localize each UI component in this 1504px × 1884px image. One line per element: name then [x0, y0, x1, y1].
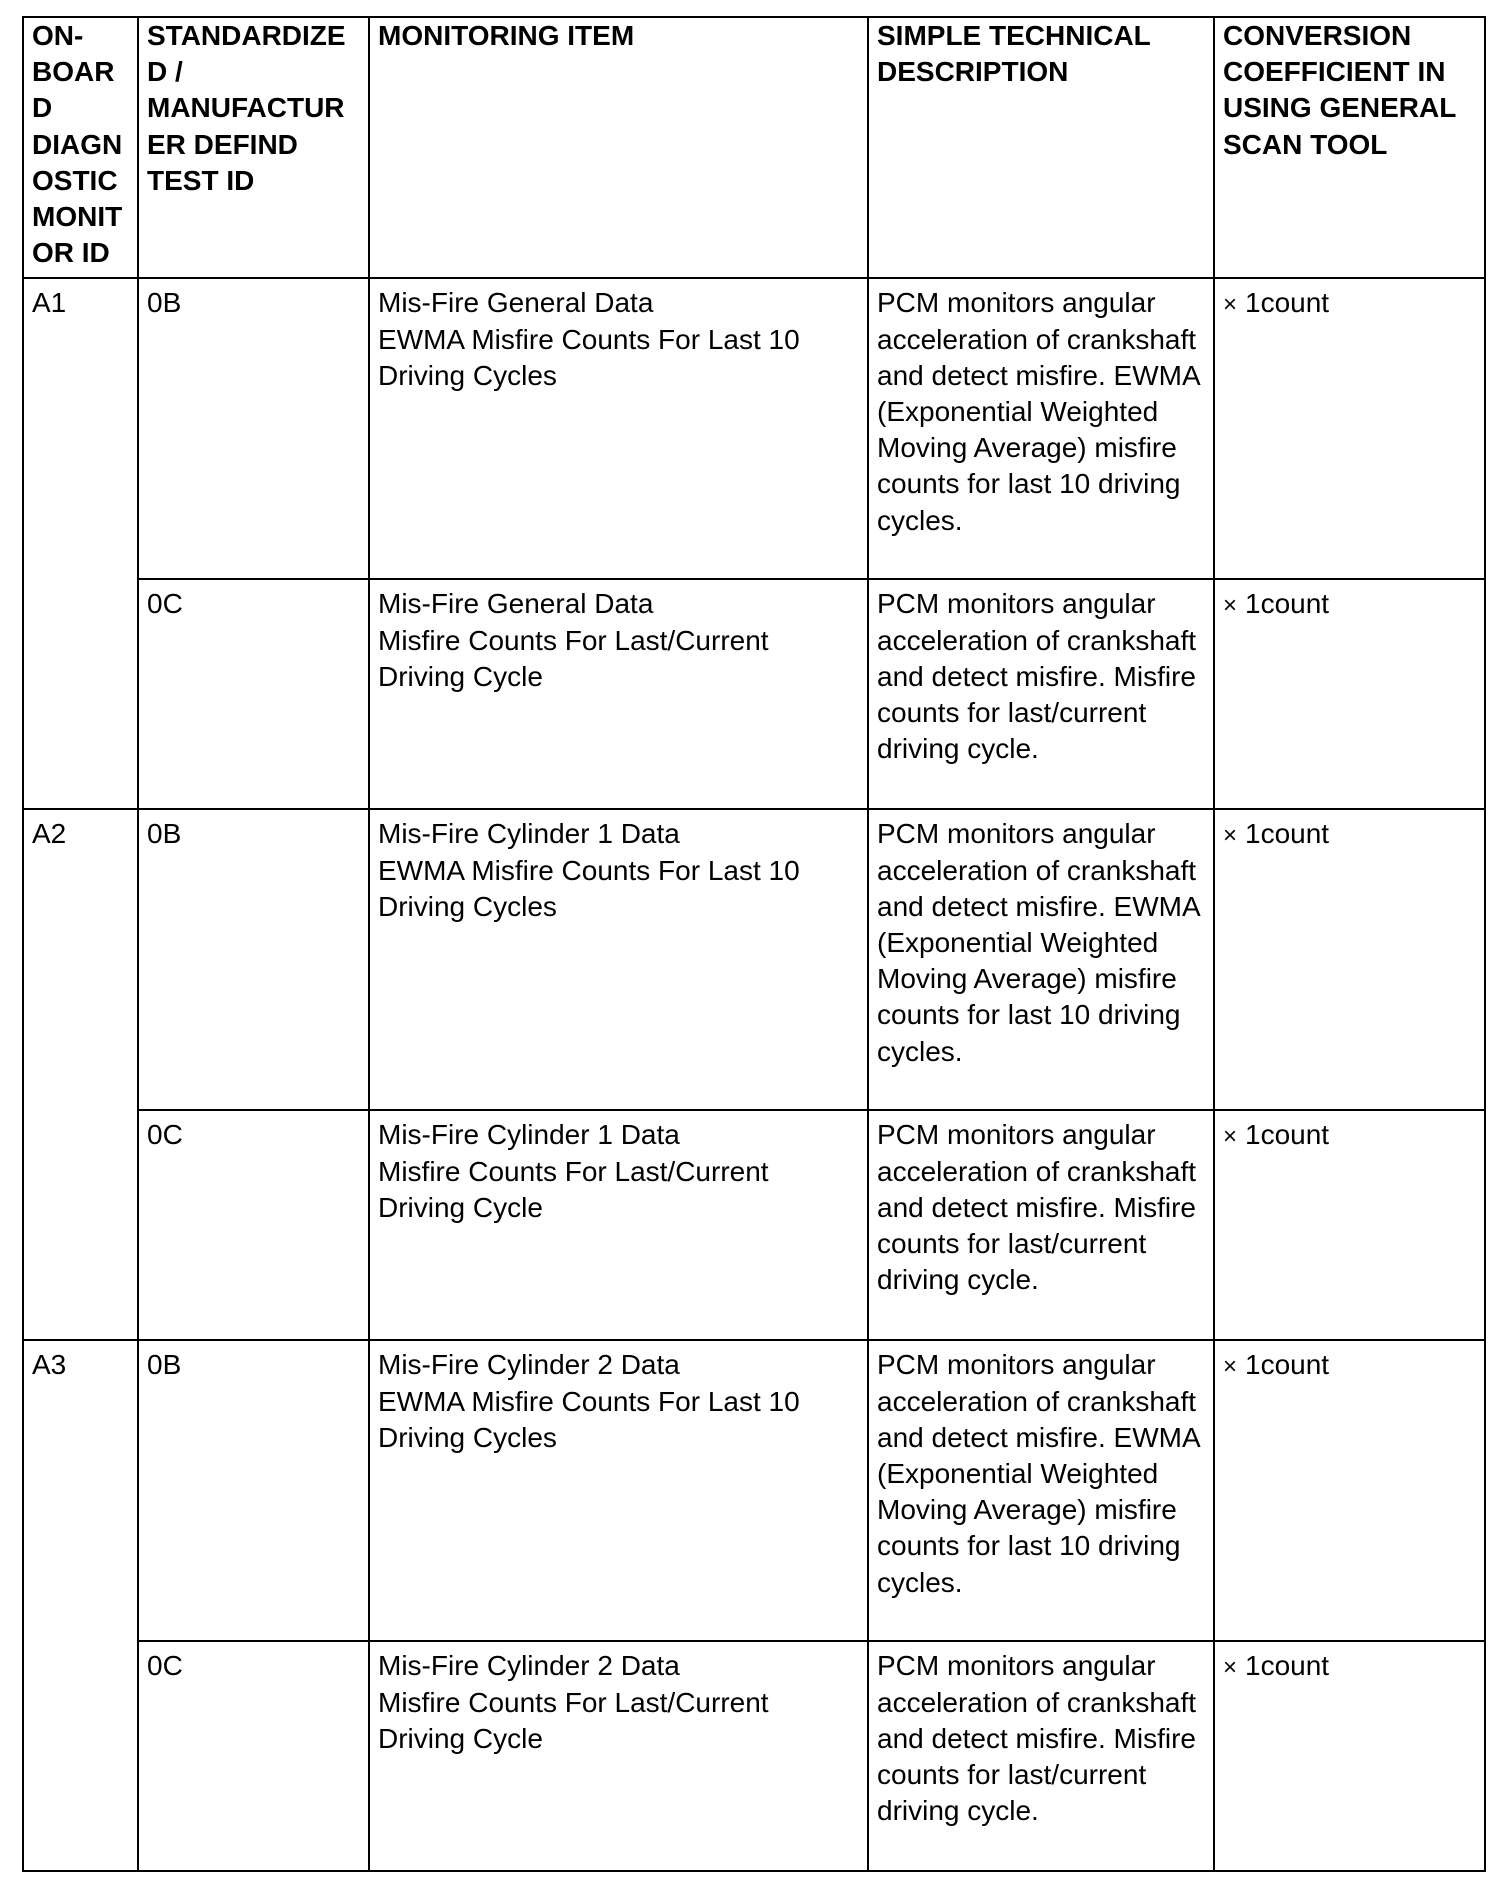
monitoring-item-cell — [369, 1340, 868, 1641]
coefficient-cell — [1214, 809, 1485, 1110]
item-detail: EWMA Misfire Counts For Last 10 Driving Cycles — [378, 1385, 800, 1453]
table-row — [23, 1110, 1485, 1340]
item-title: Mis-Fire Cylinder 2 Data — [378, 1650, 680, 1682]
monitor-id-cell: A1 — [23, 278, 138, 809]
table-row — [23, 1641, 1485, 1871]
coefficient-cell — [1214, 1340, 1485, 1641]
item-title: Mis-Fire Cylinder 1 Data — [378, 818, 680, 850]
multiply-sign: × — [1223, 1123, 1238, 1151]
table-row — [23, 1340, 1485, 1641]
item-title: Mis-Fire Cylinder 2 Data — [378, 1349, 680, 1381]
coefficient-value: 1count — [1245, 588, 1330, 620]
table-row — [23, 579, 1485, 809]
test-id-cell: 0C — [138, 1110, 369, 1340]
obd-monitor-table — [22, 16, 1486, 1872]
item-title: Mis-Fire General Data — [378, 287, 654, 319]
header-row — [23, 17, 1485, 278]
item-detail: EWMA Misfire Counts For Last 10 Driving Cycles — [378, 854, 800, 922]
item-title: Mis-Fire Cylinder 1 Data — [378, 1119, 680, 1151]
monitor-id-cell: A3 — [23, 1340, 138, 1871]
coefficient-value: 1count — [1245, 1650, 1330, 1682]
description-cell: PCM monitors angular acceleration of crankshaft and detect misfire. Misfire counts for last/current driving cycle. — [868, 1641, 1214, 1871]
coefficient-value: 1count — [1245, 1119, 1330, 1151]
coefficient-value: 1count — [1245, 1349, 1330, 1381]
header-monitor-id: ON-BOARD DIAGNOSTIC MONITOR ID — [23, 17, 138, 278]
monitoring-item-cell — [369, 1110, 868, 1340]
multiply-sign: × — [1223, 592, 1238, 620]
multiply-sign: × — [1223, 822, 1238, 850]
item-detail: Misfire Counts For Last/Current Driving Cycle — [378, 1155, 769, 1223]
test-id-cell: 0B — [138, 278, 369, 579]
monitoring-item-cell — [369, 809, 868, 1110]
table-row — [23, 809, 1485, 1110]
test-id-cell: 0C — [138, 579, 369, 809]
table-row — [23, 278, 1485, 579]
description-cell: PCM monitors angular acceleration of crankshaft and detect misfire. Misfire counts for last/current driving cycle. — [868, 579, 1214, 809]
header-monitoring-item: MONITORING ITEM — [369, 17, 868, 278]
item-detail: EWMA Misfire Counts For Last 10 Driving Cycles — [378, 323, 800, 391]
monitor-id-cell: A2 — [23, 809, 138, 1340]
monitoring-item-cell — [369, 278, 868, 579]
multiply-sign: × — [1223, 1353, 1238, 1381]
header-test-id: STANDARDIZED / MANUFACTURER DEFIND TEST ID — [138, 17, 369, 278]
coefficient-value: 1count — [1245, 287, 1330, 319]
item-title: Mis-Fire General Data — [378, 588, 654, 620]
description-cell: PCM monitors angular acceleration of crankshaft and detect misfire. EWMA (Exponential Weighted Moving Average) misfire counts for last 10 driving cycles. — [868, 1340, 1214, 1641]
description-cell: PCM monitors angular acceleration of crankshaft and detect misfire. EWMA (Exponential Weighted Moving Average) misfire counts for last 10 driving cycles. — [868, 809, 1214, 1110]
description-cell: PCM monitors angular acceleration of crankshaft and detect misfire. EWMA (Exponential Weighted Moving Average) misfire counts for last 10 driving cycles. — [868, 278, 1214, 579]
coefficient-cell — [1214, 278, 1485, 579]
coefficient-cell — [1214, 579, 1485, 809]
coefficient-cell — [1214, 1641, 1485, 1871]
multiply-sign: × — [1223, 291, 1238, 319]
header-description: SIMPLE TECHNICAL DESCRIPTION — [868, 17, 1214, 278]
item-detail: Misfire Counts For Last/Current Driving Cycle — [378, 1686, 769, 1754]
monitoring-item-cell — [369, 579, 868, 809]
test-id-cell: 0B — [138, 1340, 369, 1641]
coefficient-value: 1count — [1245, 818, 1330, 850]
test-id-cell: 0C — [138, 1641, 369, 1871]
multiply-sign: × — [1223, 1654, 1238, 1682]
coefficient-cell — [1214, 1110, 1485, 1340]
monitoring-item-cell — [369, 1641, 868, 1871]
header-conversion-coefficient: CONVERSION COEFFICIENT IN USING GENERAL SCAN TOOL — [1214, 17, 1485, 278]
test-id-cell: 0B — [138, 809, 369, 1110]
item-detail: Misfire Counts For Last/Current Driving Cycle — [378, 624, 769, 692]
description-cell: PCM monitors angular acceleration of crankshaft and detect misfire. Misfire counts for last/current driving cycle. — [868, 1110, 1214, 1340]
